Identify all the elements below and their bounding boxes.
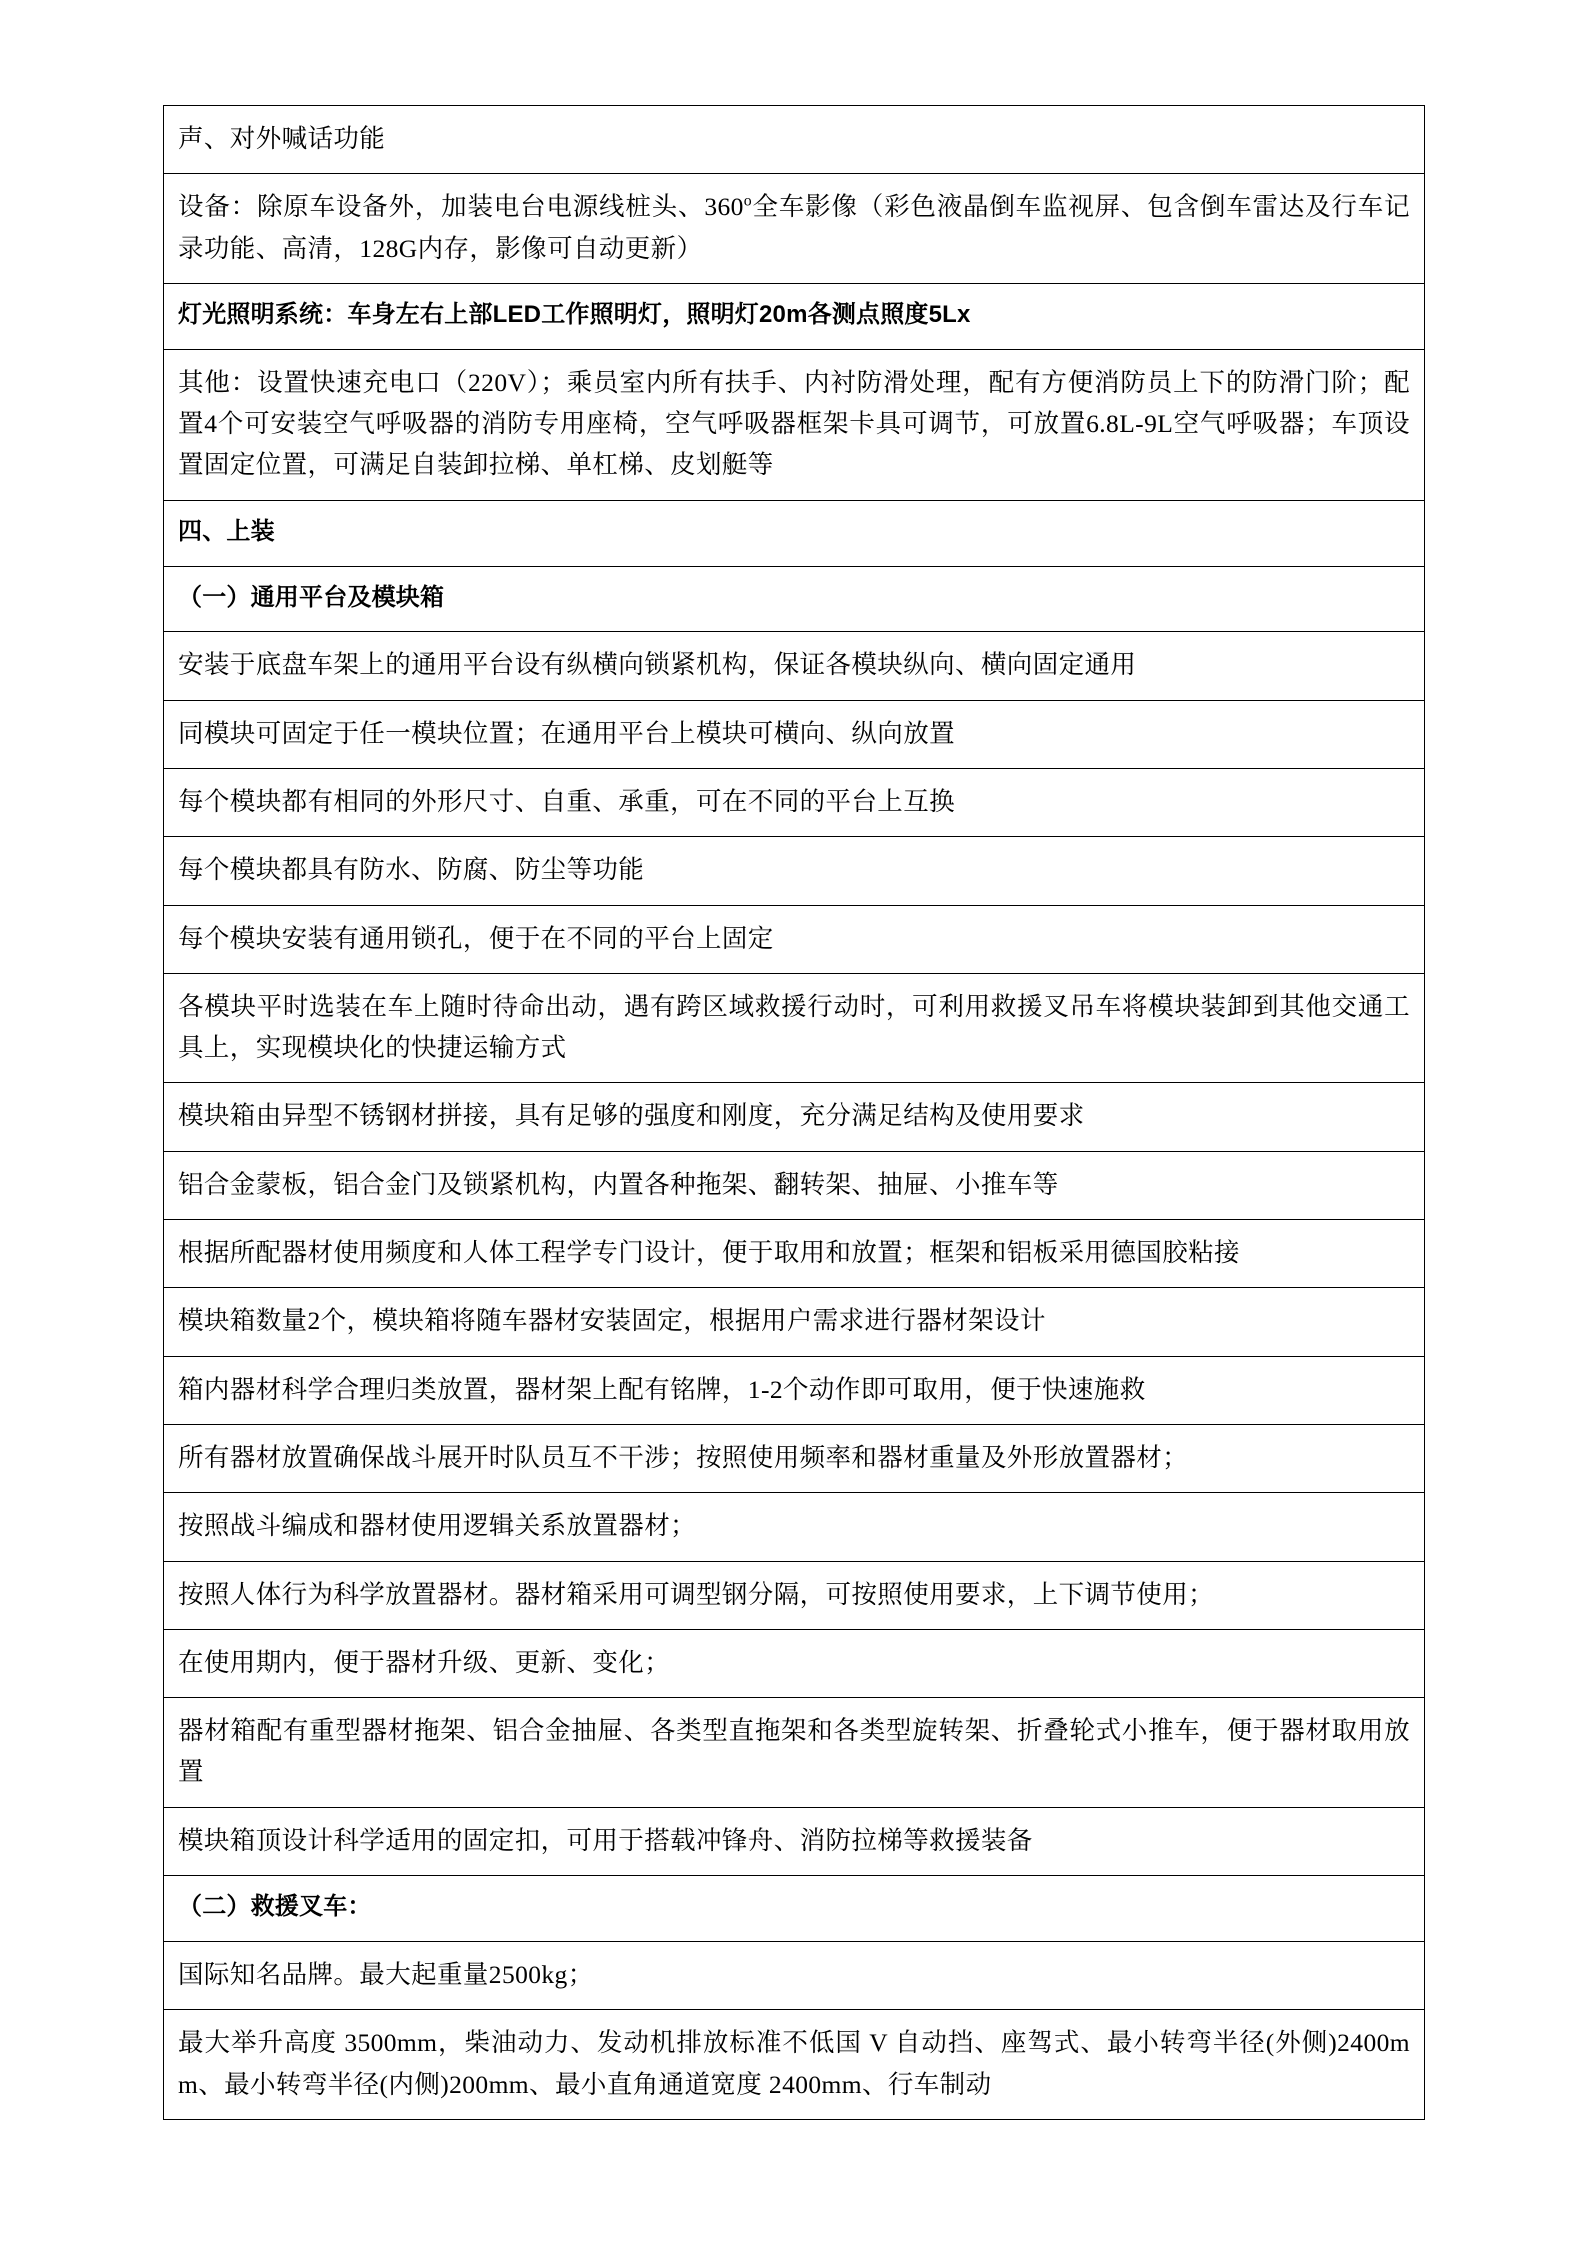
table-cell: 各模块平时选装在车上随时待命出动，遇有跨区域救援行动时，可利用救援叉吊车将模块装卸到其他交通工具上，实现模块化的快捷运输方式 [164, 973, 1425, 1083]
table-cell: 每个模块都有相同的外形尺寸、自重、承重，可在不同的平台上互换 [164, 769, 1425, 837]
table-cell: 同模块可固定于任一模块位置；在通用平台上模块可横向、纵向放置 [164, 700, 1425, 768]
table-cell: 箱内器材科学合理归类放置，器材架上配有铭牌，1-2个动作即可取用，便于快速施救 [164, 1356, 1425, 1424]
table-cell: （二）救援叉车： [164, 1876, 1425, 1942]
table-row [164, 500, 1425, 566]
table-row [164, 1561, 1425, 1629]
table-cell: 每个模块安装有通用锁孔，便于在不同的平台上固定 [164, 905, 1425, 973]
table-cell: 所有器材放置确保战斗展开时队员互不干涉；按照使用频率和器材重量及外形放置器材； [164, 1424, 1425, 1492]
table-row [164, 566, 1425, 632]
table-row [164, 174, 1425, 284]
table-row [164, 1151, 1425, 1219]
table-cell: 灯光照明系统：车身左右上部LED工作照明灯，照明灯20m各测点照度5Lx [164, 283, 1425, 349]
table-row [164, 837, 1425, 905]
table-row [164, 1220, 1425, 1288]
table-cell: 国际知名品牌。最大起重量2500kg； [164, 1941, 1425, 2009]
table-cell: 器材箱配有重型器材拖架、铝合金抽屉、各类型直拖架和各类型旋转架、折叠轮式小推车，便于器材取用放置 [164, 1698, 1425, 1808]
specification-table [163, 105, 1425, 2120]
table-row [164, 283, 1425, 349]
table-row [164, 632, 1425, 700]
table-row [164, 1941, 1425, 2009]
table-row [164, 1083, 1425, 1151]
table-row [164, 349, 1425, 500]
table-cell: 在使用期内，便于器材升级、更新、变化； [164, 1629, 1425, 1697]
table-row [164, 1698, 1425, 1808]
table-row [164, 1288, 1425, 1356]
table-cell: 铝合金蒙板，铝合金门及锁紧机构，内置各种拖架、翻转架、抽屉、小推车等 [164, 1151, 1425, 1219]
table-cell: 每个模块都具有防水、防腐、防尘等功能 [164, 837, 1425, 905]
table-cell: 模块箱顶设计科学适用的固定扣，可用于搭载冲锋舟、消防拉梯等救援装备 [164, 1807, 1425, 1875]
table-row [164, 973, 1425, 1083]
table-cell: 其他：设置快速充电口（220V）；乘员室内所有扶手、内衬防滑处理，配有方便消防员上下的防滑门阶；配置4个可安装空气呼吸器的消防专用座椅，空气呼吸器框架卡具可调节，可放置6.8L-9L空气呼吸器；车顶设置固定位置，可满足自装卸拉梯、单杠梯、皮划艇等 [164, 349, 1425, 500]
table-row [164, 1356, 1425, 1424]
table-cell: 设备：除原车设备外，加装电台电源线桩头、360$^o$全车影像（彩色液晶倒车监视屏、包含倒车雷达及行车记录功能、高清，128G内存，影像可自动更新） [164, 174, 1425, 284]
table-row [164, 2010, 1425, 2120]
table-cell: 模块箱由异型不锈钢材拼接，具有足够的强度和刚度，充分满足结构及使用要求 [164, 1083, 1425, 1151]
table-cell: 最大举升高度 3500mm，柴油动力、发动机排放标准不低国 V 自动挡、座驾式、最小转弯半径(外侧)2400mm、最小转弯半径(内侧)200mm、最小直角通道宽度 2400mm、行车制动 [164, 2010, 1425, 2120]
table-row [164, 700, 1425, 768]
table-cell: 安装于底盘车架上的通用平台设有纵横向锁紧机构，保证各模块纵向、横向固定通用 [164, 632, 1425, 700]
table-cell: 按照战斗编成和器材使用逻辑关系放置器材； [164, 1493, 1425, 1561]
table-row [164, 769, 1425, 837]
table-cell: 按照人体行为科学放置器材。器材箱采用可调型钢分隔，可按照使用要求，上下调节使用； [164, 1561, 1425, 1629]
table-row [164, 1424, 1425, 1492]
table-cell: 声、对外喊话功能 [164, 106, 1425, 174]
table-cell: 四、上装 [164, 500, 1425, 566]
table-row [164, 1493, 1425, 1561]
table-row [164, 1629, 1425, 1697]
table-row [164, 106, 1425, 174]
table-cell: （一）通用平台及模块箱 [164, 566, 1425, 632]
table-row [164, 905, 1425, 973]
table-body [164, 106, 1425, 2120]
table-row [164, 1807, 1425, 1875]
table-cell: 根据所配器材使用频度和人体工程学专门设计，便于取用和放置；框架和铝板采用德国胶粘接 [164, 1220, 1425, 1288]
table-cell: 模块箱数量2个，模块箱将随车器材安装固定，根据用户需求进行器材架设计 [164, 1288, 1425, 1356]
table-row [164, 1876, 1425, 1942]
